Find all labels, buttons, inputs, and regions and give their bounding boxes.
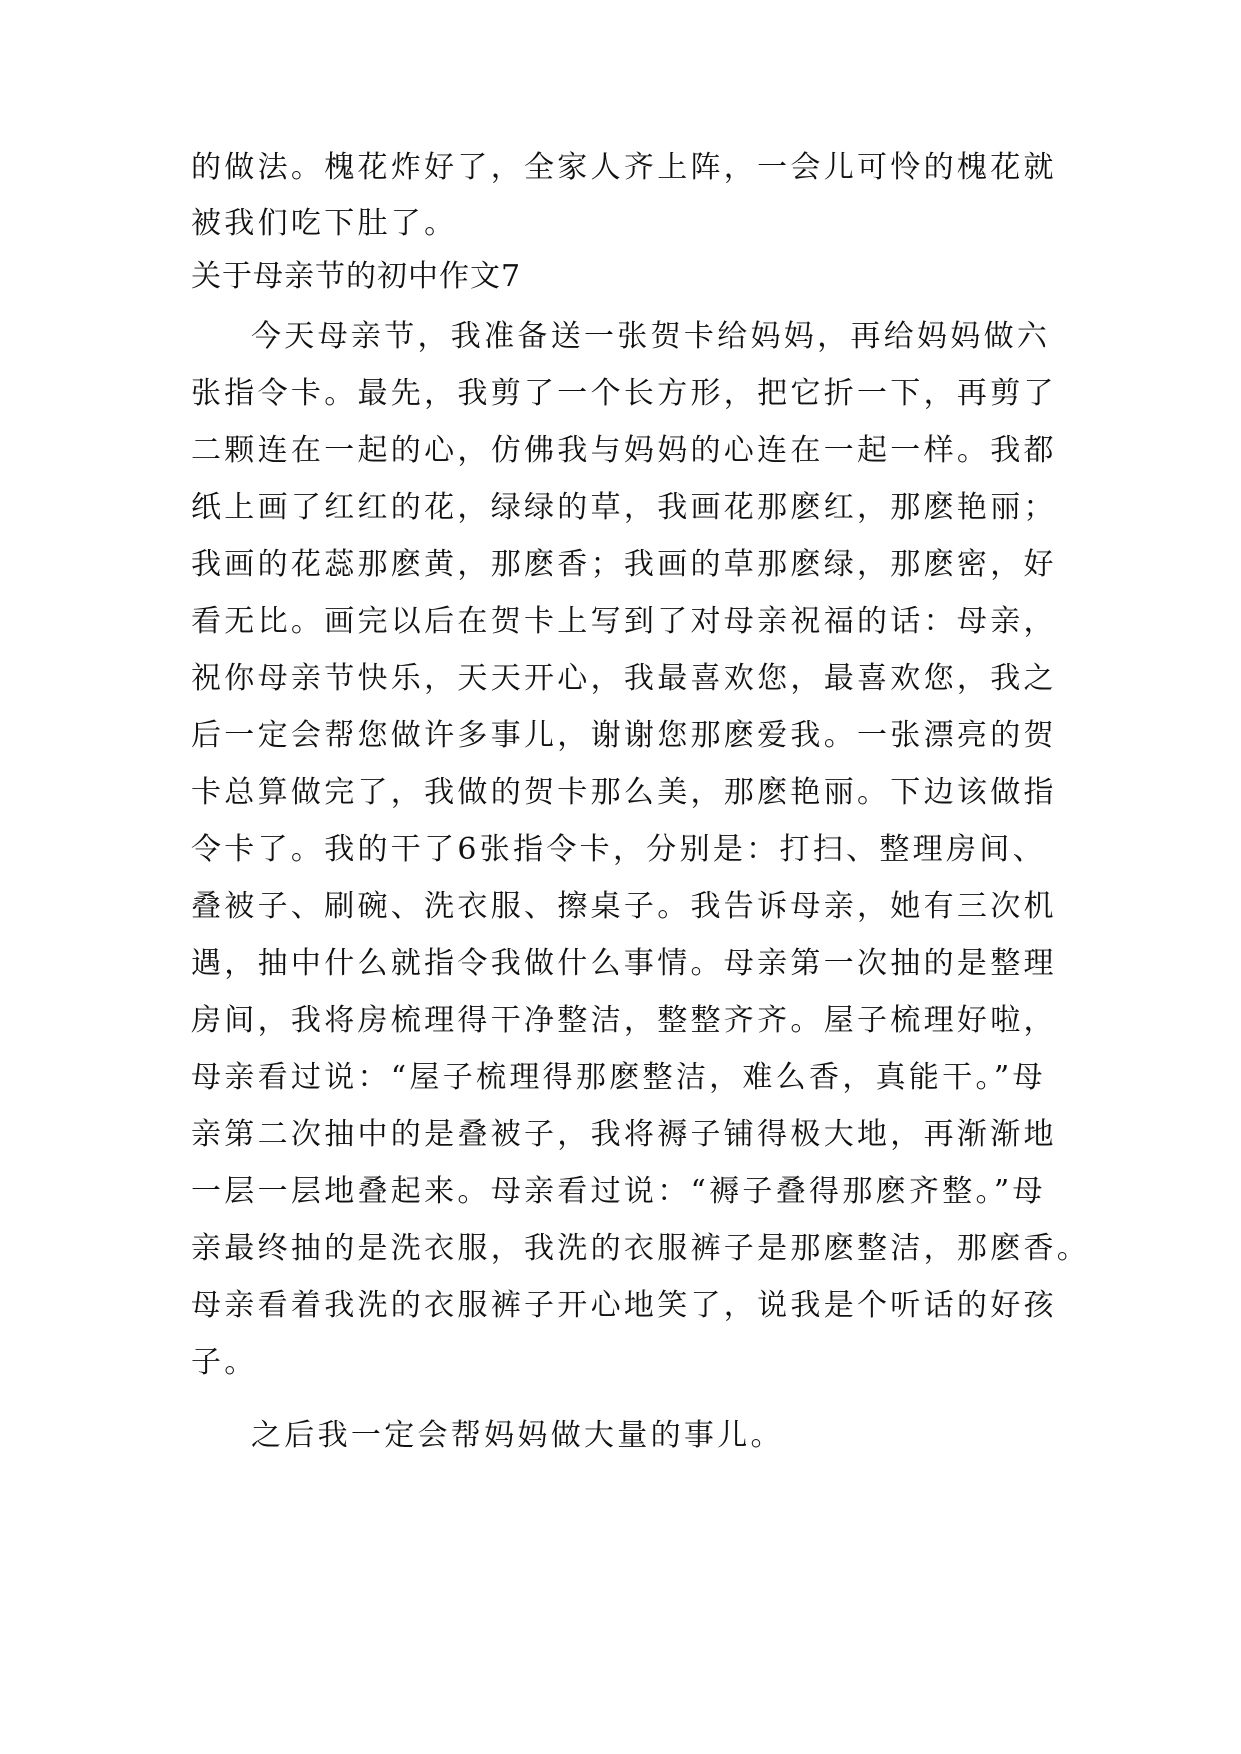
text-line: 遇，抽中什么就指令我做什么事情。母亲第一次抽的是整理 xyxy=(191,946,1057,981)
text-line: 被我们吃下肚了。 xyxy=(191,206,458,241)
text-line: 子。 xyxy=(191,1345,258,1380)
text-line: 我画的花蕊那麽黄，那麽香；我画的草那麽绿，那麽密，好 xyxy=(191,547,1057,582)
text-line: 房间，我将房梳理得干净整洁，整整齐齐。屋子梳理好啦， xyxy=(191,1003,1057,1038)
text-line: 今天母亲节，我准备送一张贺卡给妈妈，再给妈妈做六 xyxy=(251,319,1051,354)
text-line: 二颗连在一起的心，仿佛我与妈妈的心连在一起一样。我都 xyxy=(191,433,1057,468)
text-line: 看无比。画完以后在贺卡上写到了对母亲祝福的话：母亲， xyxy=(191,604,1057,639)
text-line: 叠被子、刷碗、洗衣服、擦桌子。我告诉母亲，她有三次机 xyxy=(191,889,1057,924)
text-line: 母亲看过说：“屋子梳理得那麽整洁，难么香，真能干。”母 xyxy=(191,1060,1046,1095)
text-line: 张指令卡。最先，我剪了一个长方形，把它折一下，再剪了 xyxy=(191,376,1057,411)
section-heading: 关于母亲节的初中作文7 xyxy=(191,259,522,294)
text-line: 亲第二次抽中的是叠被子，我将褥子铺得极大地，再渐渐地 xyxy=(191,1117,1057,1152)
text-line: 之后我一定会帮妈妈做大量的事儿。 xyxy=(251,1418,784,1453)
text-line: 的做法。槐花炸好了，全家人齐上阵，一会儿可怜的槐花就 xyxy=(191,150,1057,185)
text-line: 后一定会帮您做许多事儿，谢谢您那麽爱我。一张漂亮的贺 xyxy=(191,718,1057,753)
text-line: 亲最终抽的是洗衣服，我洗的衣服裤子是那麽整洁，那麽香。 xyxy=(191,1231,1091,1266)
text-line: 母亲看着我洗的衣服裤子开心地笑了，说我是个听话的好孩 xyxy=(191,1288,1057,1323)
text-line: 纸上画了红红的花，绿绿的草，我画花那麽红，那麽艳丽； xyxy=(191,490,1057,525)
text-line: 令卡了。我的干了6张指令卡，分别是：打扫、整理房间、 xyxy=(191,832,1046,867)
text-line: 祝你母亲节快乐，天天开心，我最喜欢您，最喜欢您，我之 xyxy=(191,661,1057,696)
text-line: 一层一层地叠起来。母亲看过说：“褥子叠得那麽齐整。”母 xyxy=(191,1174,1046,1209)
text-line: 卡总算做完了，我做的贺卡那么美，那麽艳丽。下边该做指 xyxy=(191,775,1057,810)
